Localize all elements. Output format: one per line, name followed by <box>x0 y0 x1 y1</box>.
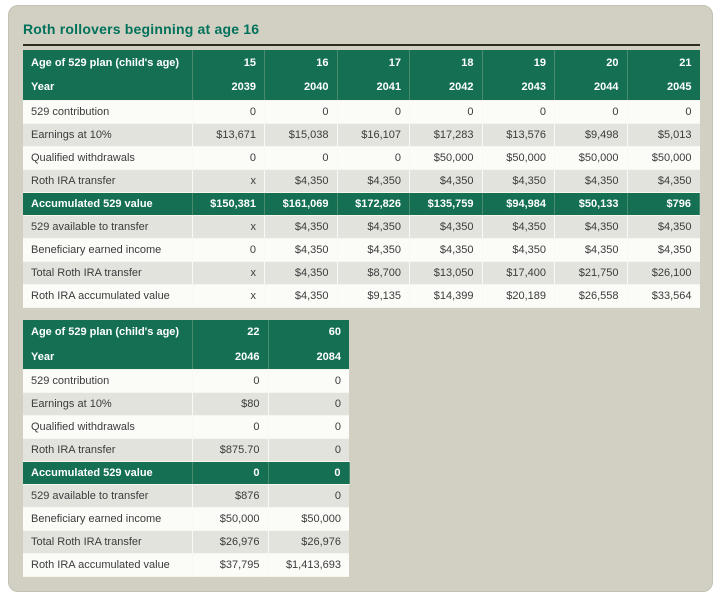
value-cell: x <box>192 215 265 238</box>
rollover-table-2 <box>23 320 350 578</box>
table-row <box>23 123 700 146</box>
value-cell: $1,413,693 <box>268 554 349 577</box>
header-years-cell: 2042 <box>410 75 483 100</box>
value-cell: 0 <box>192 370 268 393</box>
header-years-cell: 2044 <box>555 75 628 100</box>
header-ages-cell: 22 <box>192 320 268 345</box>
header-ages-cell: 16 <box>265 50 338 75</box>
value-cell: 0 <box>555 100 628 123</box>
value-cell: $50,000 <box>627 146 700 169</box>
value-cell: 0 <box>627 100 700 123</box>
value-cell: $4,350 <box>627 238 700 261</box>
row-label: Roth IRA transfer <box>23 169 192 192</box>
table-row <box>23 215 700 238</box>
value-cell: x <box>192 284 265 307</box>
header-ages-cell: 20 <box>555 50 628 75</box>
value-cell: $13,050 <box>410 261 483 284</box>
value-cell: 0 <box>268 393 349 416</box>
value-cell: $37,795 <box>192 554 268 577</box>
header-ages-cell: 19 <box>482 50 555 75</box>
row-label: Roth IRA accumulated value <box>23 284 192 307</box>
table-row <box>23 393 349 416</box>
value-cell: $4,350 <box>265 284 338 307</box>
table-row <box>23 531 349 554</box>
row-label: Roth IRA accumulated value <box>23 554 192 577</box>
table-row <box>23 416 349 439</box>
value-cell: $50,000 <box>192 508 268 531</box>
table-row <box>23 238 700 261</box>
row-label: Total Roth IRA transfer <box>23 261 192 284</box>
value-cell: $4,350 <box>555 215 628 238</box>
value-cell: $50,133 <box>555 192 628 215</box>
value-cell: $4,350 <box>337 215 410 238</box>
value-cell: $4,350 <box>410 238 483 261</box>
table-row <box>23 284 700 307</box>
value-cell: $172,826 <box>337 192 410 215</box>
header-years-cell: 2041 <box>337 75 410 100</box>
value-cell: $876 <box>192 485 268 508</box>
value-cell: $4,350 <box>555 238 628 261</box>
header-label: Age of 529 plan (child's age) <box>23 50 192 75</box>
value-cell: x <box>192 261 265 284</box>
value-cell: 0 <box>337 100 410 123</box>
value-cell: $26,100 <box>627 261 700 284</box>
value-cell: 0 <box>265 146 338 169</box>
table-row <box>23 370 349 393</box>
value-cell: $4,350 <box>482 238 555 261</box>
value-cell: $161,069 <box>265 192 338 215</box>
row-label: Roth IRA transfer <box>23 439 192 462</box>
header-ages-cell: 21 <box>627 50 700 75</box>
value-cell: $20,189 <box>482 284 555 307</box>
value-cell: $4,350 <box>265 238 338 261</box>
value-cell: $15,038 <box>265 123 338 146</box>
table-row <box>23 439 349 462</box>
value-cell: $8,700 <box>337 261 410 284</box>
header-row-years <box>23 345 349 370</box>
header-label: Age of 529 plan (child's age) <box>23 320 192 345</box>
header-row-ages <box>23 320 349 345</box>
row-label: Earnings at 10% <box>23 393 192 416</box>
value-cell: $4,350 <box>265 261 338 284</box>
row-label: Total Roth IRA transfer <box>23 531 192 554</box>
header-ages-cell: 18 <box>410 50 483 75</box>
value-cell: $16,107 <box>337 123 410 146</box>
value-cell: x <box>192 169 265 192</box>
table-row <box>23 146 700 169</box>
value-cell: $9,498 <box>555 123 628 146</box>
row-label: Beneficiary earned income <box>23 508 192 531</box>
value-cell: 0 <box>337 146 410 169</box>
table-row <box>23 508 349 531</box>
row-label: Earnings at 10% <box>23 123 192 146</box>
value-cell: $50,000 <box>555 146 628 169</box>
value-cell: $80 <box>192 393 268 416</box>
value-cell: $94,984 <box>482 192 555 215</box>
row-label: 529 contribution <box>23 370 192 393</box>
value-cell: $26,976 <box>268 531 349 554</box>
header-years-cell: 2046 <box>192 345 268 370</box>
value-cell: $4,350 <box>482 215 555 238</box>
value-cell: 0 <box>268 485 349 508</box>
value-cell: $4,350 <box>410 169 483 192</box>
value-cell: $9,135 <box>337 284 410 307</box>
value-cell: $17,400 <box>482 261 555 284</box>
table-row <box>23 169 700 192</box>
row-label: Beneficiary earned income <box>23 238 192 261</box>
value-cell: 0 <box>268 416 349 439</box>
table-row <box>23 485 349 508</box>
value-cell: 0 <box>410 100 483 123</box>
value-cell: $50,000 <box>268 508 349 531</box>
row-label: 529 available to transfer <box>23 215 192 238</box>
value-cell: $4,350 <box>265 215 338 238</box>
value-cell: $4,350 <box>337 238 410 261</box>
value-cell: $33,564 <box>627 284 700 307</box>
value-cell: $26,558 <box>555 284 628 307</box>
row-label: Accumulated 529 value <box>23 462 192 485</box>
value-cell: $875.70 <box>192 439 268 462</box>
row-label: Qualified withdrawals <box>23 146 192 169</box>
header-row-ages <box>23 50 700 75</box>
rollover-table-1 <box>23 50 700 308</box>
header-years-cell: 2039 <box>192 75 265 100</box>
tables-container <box>23 50 712 577</box>
value-cell: $4,350 <box>337 169 410 192</box>
value-cell: $13,576 <box>482 123 555 146</box>
table-row <box>23 554 349 577</box>
value-cell: $13,671 <box>192 123 265 146</box>
row-label: 529 available to transfer <box>23 485 192 508</box>
content-panel <box>8 5 713 592</box>
header-ages-cell: 17 <box>337 50 410 75</box>
page-title: Roth rollovers beginning at age 16 <box>23 21 260 37</box>
value-cell: $135,759 <box>410 192 483 215</box>
value-cell: 0 <box>192 238 265 261</box>
value-cell: $4,350 <box>627 215 700 238</box>
value-cell: $4,350 <box>627 169 700 192</box>
value-cell: $14,399 <box>410 284 483 307</box>
table-row <box>23 462 349 485</box>
value-cell: $50,000 <box>482 146 555 169</box>
value-cell: $50,000 <box>410 146 483 169</box>
header-ages-cell: 60 <box>268 320 349 345</box>
value-cell: 0 <box>192 462 268 485</box>
header-row-years <box>23 75 700 100</box>
row-label: 529 contribution <box>23 100 192 123</box>
value-cell: $4,350 <box>555 169 628 192</box>
value-cell: $5,013 <box>627 123 700 146</box>
value-cell: 0 <box>192 146 265 169</box>
table-row <box>23 100 700 123</box>
value-cell: 0 <box>482 100 555 123</box>
value-cell: $21,750 <box>555 261 628 284</box>
value-cell: 0 <box>268 370 349 393</box>
header-ages-cell: 15 <box>192 50 265 75</box>
header-years-cell: 2043 <box>482 75 555 100</box>
value-cell: 0 <box>265 100 338 123</box>
table-row <box>23 261 700 284</box>
row-label: Qualified withdrawals <box>23 416 192 439</box>
value-cell: 0 <box>268 439 349 462</box>
value-cell: 0 <box>268 462 349 485</box>
header-years-cell: 2045 <box>627 75 700 100</box>
header-label: Year <box>23 75 192 100</box>
value-cell: $17,283 <box>410 123 483 146</box>
value-cell: $4,350 <box>482 169 555 192</box>
row-label: Accumulated 529 value <box>23 192 192 215</box>
header-years-cell: 2084 <box>268 345 349 370</box>
table-row <box>23 192 700 215</box>
header-years-cell: 2040 <box>265 75 338 100</box>
header-label: Year <box>23 345 192 370</box>
value-cell: $4,350 <box>265 169 338 192</box>
value-cell: 0 <box>192 100 265 123</box>
value-cell: $4,350 <box>410 215 483 238</box>
value-cell: $796 <box>627 192 700 215</box>
value-cell: $26,976 <box>192 531 268 554</box>
title-rule <box>23 44 700 46</box>
value-cell: 0 <box>192 416 268 439</box>
value-cell: $150,381 <box>192 192 265 215</box>
